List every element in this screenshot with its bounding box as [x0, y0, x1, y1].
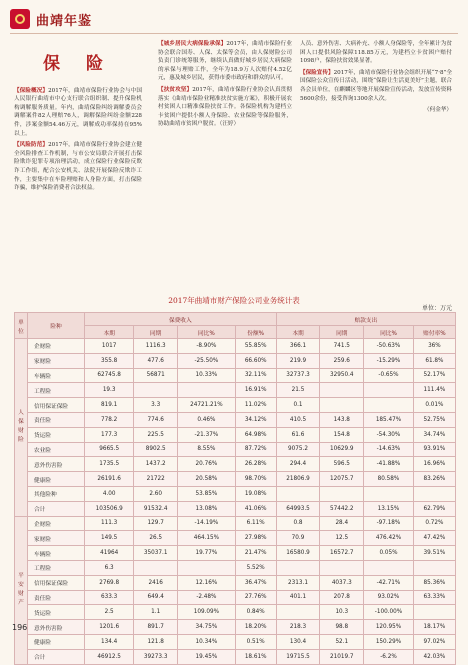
page-header — [10, 8, 92, 30]
value-cell: 649.4 — [134, 590, 178, 605]
value-cell: 34.12% — [235, 412, 276, 427]
company-name-cell: 人保财险 — [15, 339, 28, 517]
value-cell — [134, 560, 178, 575]
author-signature: （何金华） — [424, 107, 452, 114]
header-unit: 单位 — [15, 313, 28, 339]
value-cell — [364, 383, 414, 398]
table-header-row — [15, 313, 456, 326]
paragraph-heading: 【风险防范】 — [14, 142, 49, 149]
value-cell: 1017 — [85, 339, 134, 354]
subheader-cell: 同比% — [178, 326, 236, 339]
value-cell: 819.1 — [85, 398, 134, 413]
value-cell: -14.63% — [364, 442, 414, 457]
value-cell: 21806.9 — [276, 472, 320, 487]
value-cell: 18.20% — [235, 620, 276, 635]
insurance-type-cell: 工程险 — [28, 383, 85, 398]
value-cell — [364, 398, 414, 413]
subheader-cell: 赔付率% — [413, 326, 455, 339]
value-cell: -41.88% — [364, 457, 414, 472]
value-cell: 0.01% — [413, 398, 455, 413]
yearbook-title: 曲靖年鉴 — [36, 13, 93, 29]
value-cell: 2769.8 — [85, 575, 134, 590]
table-row — [15, 353, 456, 368]
value-cell: 47.42% — [413, 531, 455, 546]
table-row — [15, 516, 456, 531]
value-cell: 85.36% — [413, 575, 455, 590]
paragraph-text: 2017年，曲靖市保险行业协会组织开展“7·8”全国保险公众宣传日活动，围绕“保险让生活更美好”主题，联合各会员单位，在麒麟区等地开展保险宣传活动，发放宣传资料5600余份，接受咨询1300余人次。 — [300, 69, 452, 102]
value-cell: 355.8 — [85, 353, 134, 368]
article-paragraph — [300, 69, 452, 103]
value-cell: 207.8 — [320, 590, 364, 605]
table-row — [15, 398, 456, 413]
header-premium: 保费收入 — [85, 313, 277, 326]
subheader-cell: 本期 — [276, 326, 320, 339]
value-cell: 476.42% — [364, 531, 414, 546]
value-cell: 28.4 — [320, 516, 364, 531]
insurance-type-cell: 合计 — [28, 649, 85, 664]
value-cell — [178, 383, 236, 398]
value-cell: 19.77% — [178, 546, 236, 561]
header-claims: 赔款支出 — [276, 313, 455, 326]
value-cell — [320, 486, 364, 501]
paragraph-heading: 【保险宣传】 — [300, 69, 334, 76]
value-cell: 21722 — [134, 472, 178, 487]
value-cell: 120.95% — [364, 620, 414, 635]
value-cell: 891.7 — [134, 620, 178, 635]
value-cell: 366.1 — [276, 339, 320, 354]
value-cell: 1437.2 — [134, 457, 178, 472]
value-cell — [413, 605, 455, 620]
value-cell: 6.3 — [85, 560, 134, 575]
value-cell — [320, 560, 364, 575]
value-cell: 36.47% — [235, 575, 276, 590]
value-cell: 34.75% — [178, 620, 236, 635]
value-cell: 477.6 — [134, 353, 178, 368]
paragraph-heading: 【保险概况】 — [14, 87, 49, 94]
value-cell: -0.65% — [364, 368, 414, 383]
insurance-type-cell: 健康险 — [28, 472, 85, 487]
value-cell — [276, 605, 320, 620]
value-cell: 219.9 — [276, 353, 320, 368]
insurance-type-cell: 企财险 — [28, 516, 85, 531]
value-cell: 55.85% — [235, 339, 276, 354]
value-cell: 19715.5 — [276, 649, 320, 664]
value-cell: 24721.21% — [178, 398, 236, 413]
value-cell: 16.91% — [235, 383, 276, 398]
value-cell: 0.1 — [276, 398, 320, 413]
value-cell — [320, 383, 364, 398]
insurance-type-cell: 信用保证保险 — [28, 575, 85, 590]
value-cell: -42.71% — [364, 575, 414, 590]
value-cell: 46912.5 — [85, 649, 134, 664]
paragraph-text: 2017年，曲靖市保险行业协会建立健全风险排查工作机制，与市公安局联合开展打击保险欺诈犯罪专项治理活动，成立保险行业保险反欺诈工作组，配合公安机关、法院开展保险反欺诈工作，主要集中在车险理赔和人身险方面，打击保险诈骗，维护保险消费者合法权益。 — [14, 142, 142, 192]
paragraph-heading: 【扶贫攻坚】 — [158, 86, 193, 93]
value-cell: 16572.7 — [320, 546, 364, 561]
table-row — [15, 560, 456, 575]
table-row — [15, 412, 456, 427]
value-cell: 3.3 — [134, 398, 178, 413]
value-cell: 185.47% — [364, 412, 414, 427]
article-paragraph — [14, 87, 142, 139]
table-row — [15, 590, 456, 605]
value-cell: 16.96% — [413, 457, 455, 472]
value-cell: 8.55% — [178, 442, 236, 457]
value-cell: 93.91% — [413, 442, 455, 457]
value-cell: 1201.6 — [85, 620, 134, 635]
value-cell: 34.74% — [413, 427, 455, 442]
table-row — [15, 605, 456, 620]
insurance-type-cell: 企财险 — [28, 339, 85, 354]
value-cell: 32737.3 — [276, 368, 320, 383]
value-cell: 103506.9 — [85, 501, 134, 516]
value-cell — [413, 486, 455, 501]
value-cell: 13.08% — [178, 501, 236, 516]
subheader-cell: 本期 — [85, 326, 134, 339]
value-cell: 4.00 — [85, 486, 134, 501]
subheader-cell: 同比% — [364, 326, 414, 339]
value-cell: 741.5 — [320, 339, 364, 354]
value-cell: 39273.3 — [134, 649, 178, 664]
table-title: 2017年曲靖市财产保险公司业务统计表 — [168, 296, 300, 305]
value-cell: 2313.1 — [276, 575, 320, 590]
value-cell: -2.48% — [178, 590, 236, 605]
value-cell: 21.5 — [276, 383, 320, 398]
value-cell: 80.58% — [364, 472, 414, 487]
value-cell: 62.79% — [413, 501, 455, 516]
table-row — [15, 472, 456, 487]
insurance-type-cell: 家财险 — [28, 353, 85, 368]
value-cell: 633.3 — [85, 590, 134, 605]
paragraph-text: 人员、意外伤害、大病补充、小额人身保险等，全年累计为贫困人口提供风险保障118.85万元，为建档立卡贫困户赔付1098户，保险扶贫效果显著。 — [300, 41, 452, 65]
paragraph-text: 2017年，曲靖市保险行业协会认真贯彻落实《曲靖市保险业精准扶贫实施方案》，积极开展农村贫困人口精准保险扶贫工作。各保险机构为建档立卡贫困户提供小额人身保险、农业保险等保险服务，协助曲靖市贫困户脱贫。（汪婷） — [158, 86, 292, 128]
value-cell: 150.29% — [364, 634, 414, 649]
insurance-type-cell: 意外伤害险 — [28, 457, 85, 472]
value-cell: -54.30% — [364, 427, 414, 442]
value-cell: 16580.9 — [276, 546, 320, 561]
value-cell: 0.84% — [235, 605, 276, 620]
value-cell: 35037.1 — [134, 546, 178, 561]
value-cell — [134, 383, 178, 398]
value-cell: 121.8 — [134, 634, 178, 649]
value-cell: 20.58% — [178, 472, 236, 487]
value-cell: 91532.4 — [134, 501, 178, 516]
value-cell: 52.17% — [413, 368, 455, 383]
value-cell: 401.1 — [276, 590, 320, 605]
value-cell: 149.5 — [85, 531, 134, 546]
value-cell: -100.00% — [364, 605, 414, 620]
value-cell: 225.5 — [134, 427, 178, 442]
value-cell: 10.3 — [320, 605, 364, 620]
article-column-1 — [14, 40, 142, 196]
value-cell: 42.03% — [413, 649, 455, 664]
value-cell — [320, 398, 364, 413]
table-row — [15, 501, 456, 516]
value-cell: 21019.7 — [320, 649, 364, 664]
value-cell: 9665.5 — [85, 442, 134, 457]
value-cell: 1735.5 — [85, 457, 134, 472]
value-cell: -21.37% — [178, 427, 236, 442]
value-cell: 774.6 — [134, 412, 178, 427]
value-cell: 10.33% — [178, 368, 236, 383]
value-cell: 19.45% — [178, 649, 236, 664]
value-cell: 10.34% — [178, 634, 236, 649]
value-cell: -25.50% — [178, 353, 236, 368]
value-cell: 12.5 — [320, 531, 364, 546]
value-cell: 32950.4 — [320, 368, 364, 383]
company-name-cell: 平安财产 — [15, 516, 28, 664]
value-cell: 41964 — [85, 546, 134, 561]
value-cell — [364, 486, 414, 501]
article-column-3 — [300, 40, 452, 115]
value-cell: -50.63% — [364, 339, 414, 354]
value-cell: 87.72% — [235, 442, 276, 457]
value-cell: 98.8 — [320, 620, 364, 635]
table-row — [15, 486, 456, 501]
value-cell: 93.02% — [364, 590, 414, 605]
value-cell: 27.98% — [235, 531, 276, 546]
value-cell: 464.15% — [178, 531, 236, 546]
article-paragraph — [158, 86, 292, 129]
value-cell: 1.1 — [134, 605, 178, 620]
value-cell: 66.60% — [235, 353, 276, 368]
table-unit: 单位：万元 — [421, 305, 452, 312]
value-cell: 26191.6 — [85, 472, 134, 487]
insurance-type-cell: 意外伤害险 — [28, 620, 85, 635]
article-paragraph — [300, 40, 452, 66]
value-cell: 0.46% — [178, 412, 236, 427]
value-cell: 61.8% — [413, 353, 455, 368]
value-cell — [276, 486, 320, 501]
value-cell: 218.3 — [276, 620, 320, 635]
table-row — [15, 575, 456, 590]
header-type: 险种 — [28, 313, 85, 339]
table-row — [15, 457, 456, 472]
value-cell: 177.3 — [85, 427, 134, 442]
value-cell: 0.05% — [364, 546, 414, 561]
value-cell: 53.85% — [178, 486, 236, 501]
insurance-type-cell: 车辆险 — [28, 368, 85, 383]
value-cell: 97.02% — [413, 634, 455, 649]
paragraph-text: 2017年，曲靖市保险行业协会联合国寿、人保、太保等会员，由人保财险公司负责门诊统筹服务，继续认真做好城乡居民大病保险的承保与理赔工作，全年为18.9万人次赔付4.52亿元，惠及城乡居民，获得市委市政府和群众的认可。 — [158, 41, 292, 82]
header-divider — [10, 33, 458, 34]
value-cell: 130.4 — [276, 634, 320, 649]
value-cell: 56871 — [134, 368, 178, 383]
value-cell: 19.3 — [85, 383, 134, 398]
value-cell: 32.11% — [235, 368, 276, 383]
value-cell: 27.76% — [235, 590, 276, 605]
insurance-type-cell: 责任险 — [28, 412, 85, 427]
value-cell: 52.1 — [320, 634, 364, 649]
value-cell: 0.8 — [276, 516, 320, 531]
subheader-cell: 份额% — [235, 326, 276, 339]
value-cell: -6.2% — [364, 649, 414, 664]
value-cell: -8.90% — [178, 339, 236, 354]
table-row — [15, 531, 456, 546]
value-cell: 294.4 — [276, 457, 320, 472]
yearbook-logo-icon — [10, 9, 30, 29]
value-cell: 2.60 — [134, 486, 178, 501]
value-cell: 13.15% — [364, 501, 414, 516]
value-cell: 4037.3 — [320, 575, 364, 590]
table-row — [15, 383, 456, 398]
table-row — [15, 368, 456, 383]
value-cell: -97.18% — [364, 516, 414, 531]
paragraph-text: 2017年，曲靖市保险行业协会与中国人民银行曲靖市中心支行联合组织制、提升保险机构调解服务质量。年内，曲靖保险纠纷调解委员会调解案件82人理赔76人，调解保险纠纷金额228件，涉案金额54.46万元，调解成功率保持在95%以上。 — [14, 87, 142, 137]
value-cell: 63.33% — [413, 590, 455, 605]
value-cell — [364, 560, 414, 575]
insurance-type-cell: 货运险 — [28, 605, 85, 620]
table-row — [15, 634, 456, 649]
value-cell: 12075.7 — [320, 472, 364, 487]
value-cell: 57442.2 — [320, 501, 364, 516]
insurance-type-cell: 其他险种 — [28, 486, 85, 501]
insurance-stats-table — [14, 312, 456, 665]
value-cell: 6.11% — [235, 516, 276, 531]
insurance-type-cell: 健康险 — [28, 634, 85, 649]
value-cell: 259.6 — [320, 353, 364, 368]
article-column-2 — [158, 40, 292, 132]
value-cell: 410.5 — [276, 412, 320, 427]
value-cell: 134.4 — [85, 634, 134, 649]
value-cell: -15.29% — [364, 353, 414, 368]
section-title: 保 险 — [43, 54, 113, 74]
table-row — [15, 620, 456, 635]
value-cell: -14.19% — [178, 516, 236, 531]
value-cell: 41.06% — [235, 501, 276, 516]
table-row — [15, 442, 456, 457]
value-cell: 111.4% — [413, 383, 455, 398]
insurance-type-cell: 货运险 — [28, 427, 85, 442]
value-cell: 778.2 — [85, 412, 134, 427]
value-cell: 154.8 — [320, 427, 364, 442]
value-cell: 11.02% — [235, 398, 276, 413]
value-cell: 10629.9 — [320, 442, 364, 457]
value-cell: 5.52% — [235, 560, 276, 575]
value-cell: 83.26% — [413, 472, 455, 487]
value-cell: 98.70% — [235, 472, 276, 487]
value-cell: 9075.2 — [276, 442, 320, 457]
table-row — [15, 427, 456, 442]
value-cell: 18.61% — [235, 649, 276, 664]
value-cell: 18.17% — [413, 620, 455, 635]
value-cell: 70.9 — [276, 531, 320, 546]
value-cell: 8902.5 — [134, 442, 178, 457]
value-cell: 36% — [413, 339, 455, 354]
article-paragraph — [158, 40, 292, 83]
page-number: 196 — [12, 623, 28, 632]
value-cell: 143.8 — [320, 412, 364, 427]
value-cell: 26.5 — [134, 531, 178, 546]
value-cell: 20.76% — [178, 457, 236, 472]
value-cell: 61.6 — [276, 427, 320, 442]
value-cell: 109.09% — [178, 605, 236, 620]
insurance-type-cell: 车辆险 — [28, 546, 85, 561]
article-paragraph — [14, 141, 142, 193]
subheader-cell: 同期 — [320, 326, 364, 339]
value-cell: 0.72% — [413, 516, 455, 531]
value-cell: 0.51% — [235, 634, 276, 649]
insurance-type-cell: 工程险 — [28, 560, 85, 575]
value-cell: 39.51% — [413, 546, 455, 561]
value-cell — [413, 560, 455, 575]
table-row — [15, 649, 456, 664]
paragraph-heading: 【城乡居民大病保险承保】 — [158, 41, 227, 47]
value-cell: 12.16% — [178, 575, 236, 590]
value-cell: 1116.3 — [134, 339, 178, 354]
insurance-type-cell: 家财险 — [28, 531, 85, 546]
value-cell: 64993.5 — [276, 501, 320, 516]
insurance-type-cell: 农业险 — [28, 442, 85, 457]
value-cell: 64.98% — [235, 427, 276, 442]
table-row — [15, 339, 456, 354]
table-row — [15, 546, 456, 561]
value-cell: 52.75% — [413, 412, 455, 427]
value-cell — [276, 560, 320, 575]
value-cell — [178, 560, 236, 575]
value-cell: 62745.8 — [85, 368, 134, 383]
insurance-type-cell: 责任险 — [28, 590, 85, 605]
insurance-type-cell: 合计 — [28, 501, 85, 516]
insurance-type-cell: 信用保证保险 — [28, 398, 85, 413]
value-cell: 21.47% — [235, 546, 276, 561]
value-cell: 19.08% — [235, 486, 276, 501]
value-cell: 2416 — [134, 575, 178, 590]
value-cell: 596.5 — [320, 457, 364, 472]
value-cell: 2.5 — [85, 605, 134, 620]
value-cell: 129.7 — [134, 516, 178, 531]
subheader-cell: 同期 — [134, 326, 178, 339]
value-cell: 26.28% — [235, 457, 276, 472]
value-cell: 111.3 — [85, 516, 134, 531]
